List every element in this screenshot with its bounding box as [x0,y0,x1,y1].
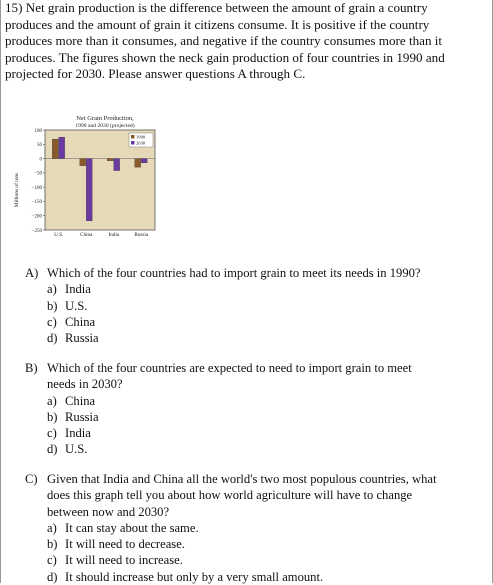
x-tick-label: Russia [134,232,149,238]
y-tick-label: −100 [31,185,42,191]
option-list [25,393,487,458]
question-b: B) Which of the four countries are expected to need to import grain to meet needs in 2030? a) China b) Russia c) India d) U.S. [25,360,487,458]
bar-china-1990 [80,159,86,166]
question-number: 15) [5,0,23,15]
question-a [25,265,487,346]
question-c: C) Given that India and China all the world's two most populous countries, what does this graph tell you about how world agriculture will have to change between now and 2030? a) It can stay about the same. b) It will need to decrease. c) It will need to increase. d) It should increase but only by a very small amount. [25,471,487,585]
answer-option[interactable]: d) It should increase but only by a very small amount. [47,569,324,584]
answer-option[interactable]: d) Russia [47,331,99,346]
y-tick-label: −250 [31,228,42,234]
y-tick-label: −200 [31,214,42,220]
bar-us-1990 [52,139,58,158]
answer-option[interactable]: c) India [47,426,91,441]
question-stem: A) Which of the four countries had to import grain to meet its needs in 1990? [25,266,421,280]
bar-russia-2030 [141,159,147,163]
intro-line: produces. The figures shown the neck gain production of four countries in 1990 and [5,49,445,65]
answer-option[interactable]: b) U.S. [47,298,88,313]
question-label: B) [25,361,38,375]
chart-title: Net Grain Production, [76,115,134,122]
legend-swatch [131,135,135,139]
x-tick-label: China [80,232,93,238]
option-list [25,520,487,585]
bar-india-2030 [114,159,120,171]
answer-option[interactable]: d) U.S. [47,442,88,457]
y-tick-label: 100 [34,128,42,134]
option-list [25,281,487,346]
intro-line: 15) Net grain production is the difference between the amount of grain a country [5,0,428,15]
answer-option[interactable]: a) It can stay about the same. [47,520,199,535]
chart-svg [5,112,175,252]
bar-india-1990 [107,159,113,161]
y-axis-label: Millions of tons [14,172,20,208]
intro-line: produces and the amount of grain it citizens consume. It is positive if the country [5,16,430,32]
x-tick-label: India [108,232,120,238]
question-label: C) [25,472,38,486]
grain-chart [5,112,175,252]
question-stem: B) Which of the four countries are expected to need to import grain to meet [25,361,412,375]
legend-label: 1990 [136,134,146,140]
y-tick-label: −150 [31,200,42,206]
answer-option[interactable]: c) China [47,314,96,329]
bar-russia-1990 [135,159,141,168]
answer-option[interactable]: c) It will need to increase. [47,553,183,568]
question-label: A) [25,266,39,280]
question-stem: C) Given that India and China all the world's two most populous countries, what [25,472,437,486]
x-tick-label: U.S. [54,232,64,238]
question-intro [5,0,491,83]
y-tick-label: 50 [37,143,42,149]
intro-line: projected for 2030. Please answer questions A through C. [5,66,306,82]
chart-subtitle: 1990 and 2030 (projected) [75,123,135,129]
y-tick-label: −50 [34,171,42,177]
intro-line: produces more than it consumes, and negative if the country consumes more than it [5,33,443,49]
y-tick-label: 0 [39,157,42,163]
answer-option[interactable]: b) It will need to decrease. [47,537,185,552]
answer-option[interactable]: b) Russia [47,409,99,424]
legend-swatch [131,141,135,145]
legend-label: 2030 [136,140,146,146]
answer-option[interactable]: a) China [47,393,96,408]
bar-china-2030 [86,159,92,221]
bar-us-2030 [59,137,65,158]
answer-option[interactable]: a) India [47,282,91,297]
